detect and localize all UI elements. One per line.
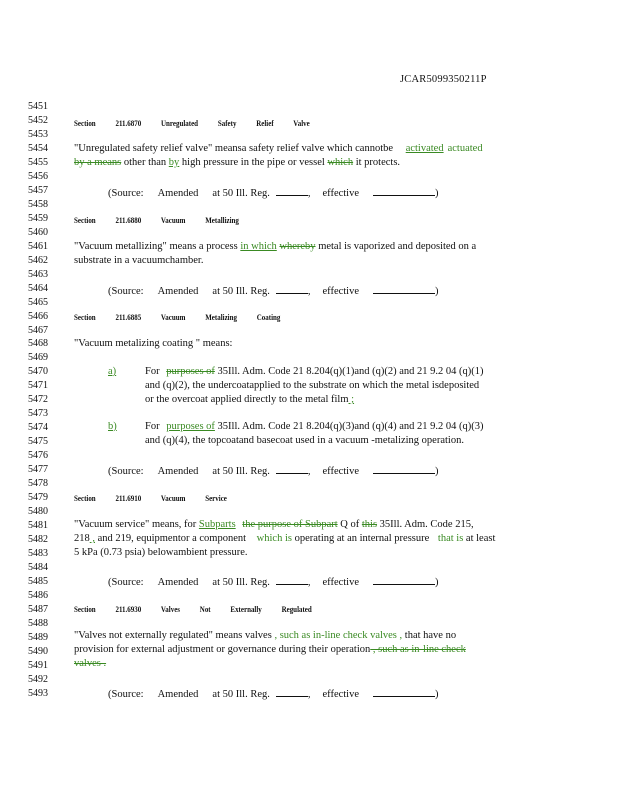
definition-line bbox=[74, 143, 483, 155]
line-number: 5458 bbox=[28, 198, 48, 210]
definition-line: 5 kPa (0.73 psia) belowambient pressure. bbox=[74, 547, 248, 558]
line-number: 5474 bbox=[28, 422, 48, 434]
inserted-text: that is bbox=[437, 533, 464, 544]
text: "Vacuum metallizing" means a process bbox=[74, 241, 238, 252]
line-number: 5485 bbox=[28, 575, 48, 587]
definition-line bbox=[74, 157, 400, 169]
text: other than bbox=[121, 157, 167, 168]
text: 35Ill. Adm. Code 215, bbox=[377, 519, 474, 530]
deleted-text: this bbox=[361, 519, 378, 530]
text: "Vacuum service" means, for bbox=[74, 519, 197, 530]
line-number: 5493 bbox=[28, 687, 48, 699]
source-label: (Source: bbox=[108, 286, 144, 297]
section-word: Section bbox=[74, 118, 96, 128]
section-title-word: Unregulated bbox=[161, 118, 199, 128]
text: at least bbox=[463, 533, 496, 544]
line-number: 5467 bbox=[28, 324, 48, 336]
line-number: 5477 bbox=[28, 464, 48, 476]
source-amended: Amended bbox=[157, 577, 199, 588]
text: For bbox=[145, 421, 160, 432]
source-note: (Source: Amended at 50 Ill. Reg. , effective ) bbox=[108, 686, 439, 701]
source-label: (Source: bbox=[108, 577, 144, 588]
deleted-text: by a means bbox=[74, 157, 122, 168]
line-number: 5460 bbox=[28, 226, 48, 238]
line-number: 5461 bbox=[28, 240, 48, 252]
line-number: 5472 bbox=[28, 394, 48, 406]
source-effective: effective bbox=[322, 188, 360, 199]
text: that have no bbox=[402, 630, 457, 641]
source-close: ) bbox=[435, 466, 439, 477]
text: operating at an internal pressure bbox=[291, 533, 430, 544]
definition-line bbox=[74, 533, 495, 545]
inserted-text: a) bbox=[108, 366, 117, 377]
inserted-text: by bbox=[168, 157, 180, 168]
deleted-text: valves . bbox=[74, 658, 107, 669]
source-label: (Source: bbox=[108, 689, 144, 700]
text: 218 bbox=[74, 533, 90, 544]
source-note: (Source: Amended at 50 Ill. Reg. , effective ) bbox=[108, 185, 439, 200]
section-title-word: Valve bbox=[293, 118, 310, 128]
section-title-word: Vacuum bbox=[160, 493, 186, 503]
list-item-line bbox=[145, 421, 484, 433]
definition-line: substrate in a vacuumchamber. bbox=[74, 255, 204, 266]
line-number: 5486 bbox=[28, 589, 48, 601]
list-item-line: and (q)(4), the topcoatand basecoat used in a vacuum -metalizing operation. bbox=[145, 435, 464, 446]
line-number: 5473 bbox=[28, 408, 48, 420]
inserted-text: b) bbox=[108, 421, 117, 432]
definition-line bbox=[74, 241, 476, 253]
line-number: 5451 bbox=[28, 101, 48, 112]
inserted-text: ; bbox=[348, 394, 355, 405]
source-amended: Amended bbox=[157, 188, 199, 199]
deleted-text: which bbox=[327, 157, 354, 168]
line-number: 5454 bbox=[28, 142, 48, 154]
effective-date-blank bbox=[373, 283, 435, 294]
section-word: Section bbox=[74, 312, 96, 322]
register-blank bbox=[276, 463, 308, 474]
line-number: 5452 bbox=[28, 114, 48, 126]
inserted-text: which is bbox=[256, 533, 292, 544]
line-number: 5482 bbox=[28, 534, 48, 546]
line-number: 5484 bbox=[28, 562, 48, 573]
source-label: (Source: bbox=[108, 188, 144, 199]
source-label: (Source: bbox=[108, 466, 144, 477]
text: "Valves not externally regulated" means valves bbox=[74, 630, 272, 641]
effective-date-blank bbox=[373, 574, 435, 585]
text: metal is vaporized and deposited on a bbox=[315, 241, 477, 252]
source-register: at 50 Ill. Reg. bbox=[212, 577, 270, 588]
line-number: 5470 bbox=[28, 366, 48, 378]
source-close: ) bbox=[435, 188, 439, 199]
definition-intro: "Vacuum metalizing coating " means: bbox=[74, 338, 233, 349]
register-blank bbox=[276, 283, 308, 294]
section-number: 211.6930 bbox=[115, 604, 142, 614]
line-number: 5455 bbox=[28, 156, 48, 168]
section-title-word: Coating bbox=[256, 312, 281, 322]
definition-line bbox=[74, 644, 466, 656]
line-number: 5489 bbox=[28, 631, 48, 643]
line-number: 5465 bbox=[28, 296, 48, 308]
section-heading-6870 bbox=[74, 117, 328, 129]
line-number: 5471 bbox=[28, 380, 48, 392]
text: provision for external adjustment or governance during their operation bbox=[74, 644, 371, 655]
list-item-line bbox=[145, 366, 484, 378]
source-amended: Amended bbox=[157, 466, 199, 477]
line-number: 5491 bbox=[28, 659, 48, 671]
section-title-word: Service bbox=[205, 493, 227, 503]
inserted-text: actuated bbox=[447, 143, 483, 154]
text: and 219, equipmentor a component bbox=[95, 533, 247, 544]
deleted-text: purposes of bbox=[166, 366, 215, 377]
line-number: 5479 bbox=[28, 492, 48, 504]
source-effective: effective bbox=[322, 466, 360, 477]
line-number: 5469 bbox=[28, 352, 48, 364]
line-number: 5483 bbox=[28, 548, 48, 560]
document-id: JCAR5099350211P bbox=[400, 74, 487, 85]
section-title-word: Not bbox=[199, 604, 211, 614]
source-amended: Amended bbox=[157, 689, 199, 700]
line-number: 5488 bbox=[28, 617, 48, 629]
section-title-word: Metalizing bbox=[205, 312, 237, 322]
list-item-line: and (q)(2), the undercoatapplied to the substrate on which the metal isdeposited bbox=[145, 380, 480, 391]
text: For bbox=[145, 366, 160, 377]
text: or the overcoat applied directly to the metal film bbox=[145, 394, 349, 405]
inserted-text: in which bbox=[240, 241, 277, 252]
definition-line bbox=[74, 519, 474, 531]
section-heading-6880 bbox=[74, 214, 257, 226]
section-number: 211.6870 bbox=[115, 118, 142, 128]
register-blank bbox=[276, 185, 308, 196]
source-note: (Source: Amended at 50 Ill. Reg. , effective ) bbox=[108, 574, 439, 589]
line-number: 5492 bbox=[28, 673, 48, 685]
deleted-text: , such as in-line check bbox=[370, 644, 466, 655]
section-title-word: Relief bbox=[256, 118, 274, 128]
line-number: 5463 bbox=[28, 268, 48, 280]
section-title-word: Vacuum bbox=[160, 312, 186, 322]
line-number: 5453 bbox=[28, 128, 48, 140]
section-title-word: Valves bbox=[160, 604, 181, 614]
list-label-b bbox=[108, 421, 117, 433]
section-heading-6885 bbox=[74, 311, 298, 323]
section-title-word: Vacuum bbox=[160, 215, 186, 225]
section-number: 211.6885 bbox=[115, 312, 142, 322]
deleted-text: whereby bbox=[279, 241, 316, 252]
section-heading-6910 bbox=[74, 492, 245, 504]
line-number: 5481 bbox=[28, 520, 48, 532]
effective-date-blank bbox=[373, 463, 435, 474]
text: high pressure in the pipe or vessel bbox=[179, 157, 325, 168]
inserted-text: purposes of bbox=[166, 421, 215, 432]
line-number: 5456 bbox=[28, 170, 48, 182]
definition-line bbox=[74, 630, 456, 642]
line-number: 5457 bbox=[28, 184, 48, 196]
line-number: 5480 bbox=[28, 506, 48, 518]
inserted-text: activated bbox=[405, 143, 444, 154]
line-number: 5468 bbox=[28, 338, 48, 350]
register-blank bbox=[276, 574, 308, 585]
line-number: 5464 bbox=[28, 282, 48, 294]
section-word: Section bbox=[74, 604, 96, 614]
text: 35Ill. Adm. Code 21 8.204(q)(3)and (q)(4) and 21 9.2 04 (q)(3) bbox=[214, 421, 484, 432]
section-number: 211.6910 bbox=[115, 493, 142, 503]
source-register: at 50 Ill. Reg. bbox=[212, 689, 270, 700]
line-number: 5459 bbox=[28, 212, 48, 224]
section-title-word: Externally bbox=[230, 604, 262, 614]
source-note: (Source: Amended at 50 Ill. Reg. , effective ) bbox=[108, 283, 439, 298]
section-word: Section bbox=[74, 493, 96, 503]
section-title-word: Regulated bbox=[281, 604, 312, 614]
text: 35Ill. Adm. Code 21 8.204(q)(1)and (q)(2) and 21 9.2 04 (q)(1) bbox=[214, 366, 484, 377]
register-blank bbox=[276, 686, 308, 697]
section-word: Section bbox=[74, 215, 96, 225]
source-register: at 50 Ill. Reg. bbox=[212, 466, 270, 477]
source-note: (Source: Amended at 50 Ill. Reg. , effective ) bbox=[108, 463, 439, 478]
list-item-line bbox=[145, 394, 354, 406]
line-number: 5478 bbox=[28, 478, 48, 490]
line-number: 5490 bbox=[28, 645, 48, 657]
deleted-text: the purpose of Subpart bbox=[242, 519, 338, 530]
text: it protects. bbox=[353, 157, 401, 168]
section-title-word: Safety bbox=[217, 118, 237, 128]
definition-line bbox=[74, 658, 106, 670]
line-number: 5476 bbox=[28, 450, 48, 462]
line-number: 5475 bbox=[28, 436, 48, 448]
text: "Unregulated safety relief valve" meansa safety relief valve which cannotbe bbox=[74, 143, 394, 154]
source-close: ) bbox=[435, 689, 439, 700]
inserted-text: Subparts bbox=[198, 519, 236, 530]
source-effective: effective bbox=[322, 689, 360, 700]
source-effective: effective bbox=[322, 577, 360, 588]
inserted-text: , such as in-line check valves , bbox=[271, 630, 403, 641]
inserted-text: , bbox=[89, 533, 95, 544]
effective-date-blank bbox=[373, 686, 435, 697]
section-number: 211.6880 bbox=[115, 215, 142, 225]
line-number: 5466 bbox=[28, 310, 48, 322]
source-close: ) bbox=[435, 286, 439, 297]
section-title-word: Metallizing bbox=[205, 215, 239, 225]
source-register: at 50 Ill. Reg. bbox=[212, 286, 270, 297]
line-number: 5487 bbox=[28, 603, 48, 615]
text: Q of bbox=[337, 519, 360, 530]
line-number: 5462 bbox=[28, 254, 48, 266]
source-effective: effective bbox=[322, 286, 360, 297]
source-close: ) bbox=[435, 577, 439, 588]
list-label-a bbox=[108, 366, 116, 378]
source-register: at 50 Ill. Reg. bbox=[212, 188, 270, 199]
source-amended: Amended bbox=[157, 286, 199, 297]
section-heading-6930 bbox=[74, 603, 330, 615]
effective-date-blank bbox=[373, 185, 435, 196]
